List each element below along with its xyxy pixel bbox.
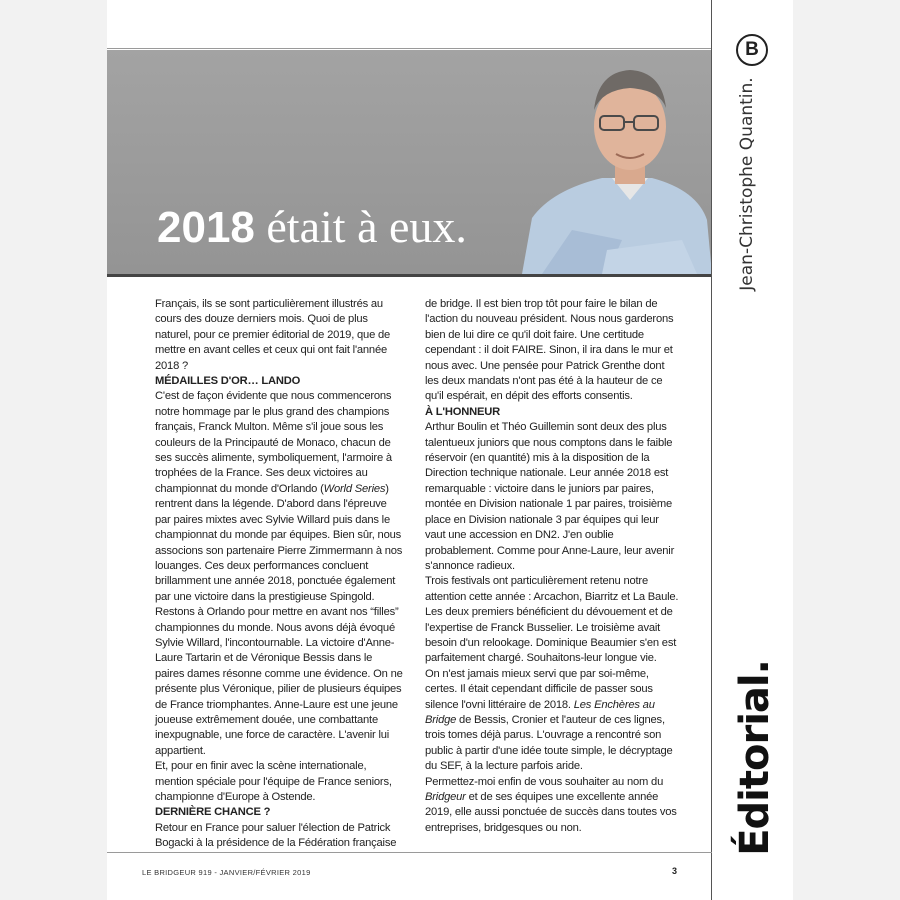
sidebar-divider xyxy=(711,0,712,900)
section-title: Éditorial. xyxy=(732,660,778,856)
subheading: DERNIÈRE CHANCE ? xyxy=(155,806,271,819)
footer-rule xyxy=(107,852,712,853)
magazine-page xyxy=(107,0,793,900)
paragraph: Et, pour en finir avec la scène internationale, mention spéciale pour l'équipe de France seniors, championne d'Europe à Ostende. xyxy=(155,760,392,803)
author-name: Jean-Christophe Quantin. xyxy=(737,77,757,291)
page-number: 3 xyxy=(672,866,678,876)
bridgeur-logo: B xyxy=(736,34,768,66)
article-column-1 xyxy=(155,297,403,852)
headline-text: était à eux. xyxy=(266,201,467,252)
author-portrait xyxy=(512,50,712,274)
paragraph: C'est de façon évidente que nous commencerons notre hommage par le plus grand des champions français, Franck Multon. Même s'il joue sous les couleurs de la Principauté de Monaco, chacun de ses succès alimente, symboliquement, l'armoire à trophées de la France. Ses deux victoires au championnat du monde d'Orlando (World Series) rentrent dans la légende. D'abord dans l'épreuve par paires mixtes avec Sylvie Willard puis dans le championnat du monde par équipes. Bien sûr, nous associons son partenaire Pierre Zimmermann à nos louanges. Ces deux performances concluent brillamment une année 2018, ponctuée également par une victoire dans la prestigieuse Spingold. xyxy=(155,390,403,603)
subheading: À L'HONNEUR xyxy=(425,405,501,418)
headline-year: 2018 xyxy=(157,203,255,252)
paragraph: Arthur Boulin et Théo Guillemin sont deux des plus talentueux juniors que nous comptons dans le faible réservoir (en quantité) mis à la disposition de la Direction technique nationale. Leur année 2018 est remarquable : victoire dans le juniors par paires, montée en Division nationale 1 par paires, troisième place en Division nationale 3 par équipes qui leur vaut une accession en DN2. J'en oublie probablement. Comme pour Anne-Laure, leur avenir s'annonce radieux. xyxy=(425,421,675,572)
paragraph: Trois festivals ont particulièrement retenu notre attention cette année : Arcachon, Biarritz et La Baule. Les deux premiers bénéficient du dévouement et de l'expertise de Franck Busselier. Le troisième avait besoin d'un relookage. Dominique Beaumier s'en est parfaitement chargé. Souhaitons-leur longue vie. xyxy=(425,575,679,665)
paragraph: Français, ils se sont particulièrement illustrés au cours des douze derniers mois. Quoi de plus naturel, pour ce premier éditorial de 2019, que de mettre en avant celles et ceux qui ont fait l'année 2018 ? xyxy=(155,298,391,372)
paragraph: On n'est jamais mieux servi que par soi-même, certes. Il était cependant difficile de passer sous silence l'ovni littéraire de 2018. Les Enchères au Bridge de Bessis, Cronier et l'auteur de ces lignes, trois tomes déjà parus. L'ouvrage a rencontré son public à partir d'une idée toute simple, le décryptage du SEF, à la lecture parfois aride. xyxy=(425,667,673,773)
paragraph: Retour en France pour saluer l'élection de Patrick Bogacki à la présidence de la Fédération française xyxy=(155,821,397,850)
paragraph: Restons à Orlando pour mettre en avant nos “filles” championnes du monde. Nous avons déjà évoqué Sylvie Willard, l'incontournable. La victoire d'Anne-Laure Tartarin et de Véronique Bessis dans le paires dames résonne comme une évidence. On ne présente plus Véronique, pilier de plusieurs équipes de France triomphantes. Anne-Laure est une jeune joueuse extrêmement douée, une combattante inexpugnable, une force de caractère. L'avenir lui appartient. xyxy=(155,606,403,757)
subheading: MÉDAILLES D'OR… LANDO xyxy=(155,375,301,388)
footer-publication: LE BRIDGEUR 919 - JANVIER/FÉVRIER 2019 xyxy=(142,868,311,877)
header-banner xyxy=(107,50,712,274)
top-rule xyxy=(107,48,712,49)
banner-bottom-rule xyxy=(107,274,712,277)
article-column-2 xyxy=(425,297,679,836)
paragraph: de bridge. Il est bien trop tôt pour faire le bilan de l'action du nouveau président. Nous nous garderons bien de lui dire ce qu'il doit faire. Une certitude cependant : il doit FAIRE. Sinon, il ira dans le mur et nous avec. Une pensée pour Patrick Grenthe dont les deux mandats n'ont pas été à la hauteur de ce qu'il espérait, en dépit des efforts consentis. xyxy=(425,298,674,403)
headline xyxy=(157,200,467,253)
paragraph: Permettez-moi enfin de vous souhaiter au nom du Bridgeur et de ses équipes une excellente année 2019, elle aussi ponctuée de succès dans toutes vos entreprises, bridgesques ou non. xyxy=(425,775,677,834)
